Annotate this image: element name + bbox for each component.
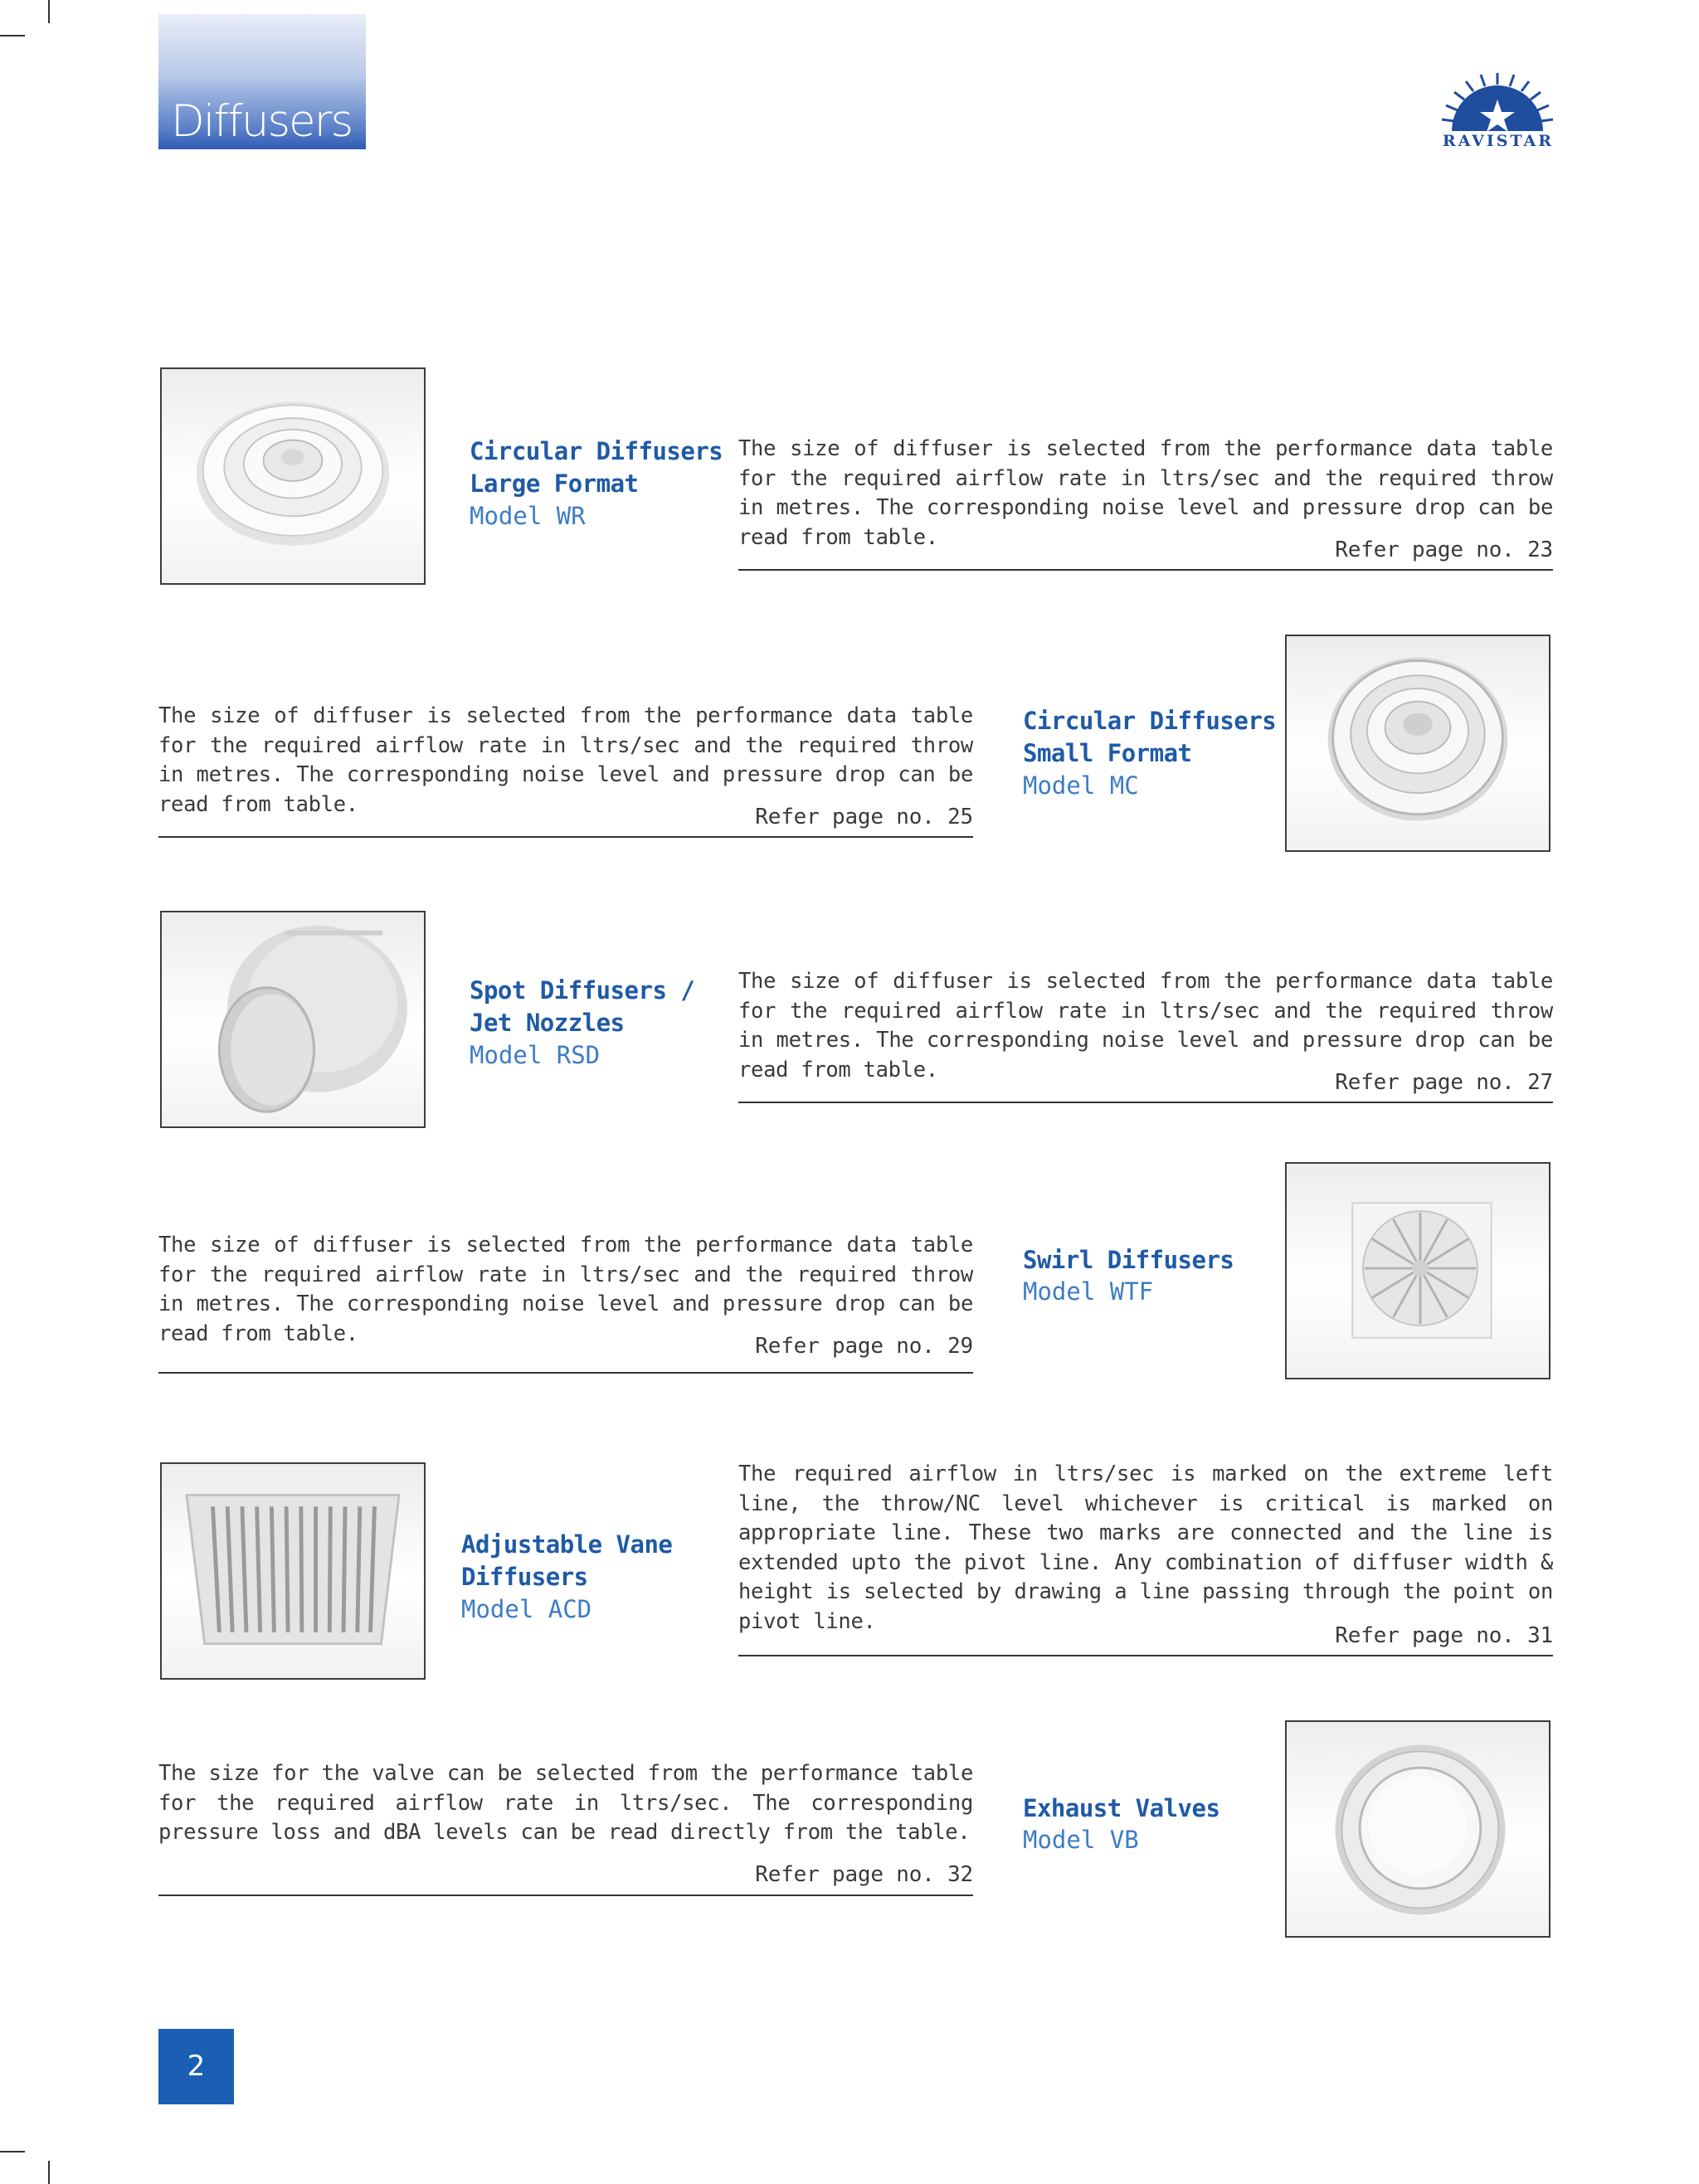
product-name (470, 975, 694, 1039)
product-name-line: Adjustable Vane (461, 1530, 673, 1559)
product-description: The required airflow in ltrs/sec is marked on the extreme left line, the throw/NC level whichever is critical is marked on appropriate line. These two marks are connected and the line is extended upto the pivot line. Any combination of diffuser width & height is selected by drawing a line passing through the point on pivot line. (738, 1462, 1553, 1634)
divider (738, 1655, 1553, 1656)
product-name (461, 1529, 672, 1593)
product-name-line: Diffusers (461, 1563, 588, 1591)
product-name (470, 435, 723, 500)
product-photo (160, 367, 426, 585)
exhaust-valve-icon (1287, 1722, 1549, 1936)
divider (158, 836, 973, 838)
brand-name: RAVISTAR (1442, 132, 1555, 150)
product-description: The size of diffuser is selected from the performance data table for the required airflow rate in ltrs/sec and the required throw in metres. The corresponding noise level and pressure drop can be read from table. (158, 703, 973, 817)
circular-diffuser-small-icon (1287, 636, 1549, 850)
page-reference: Refer page no. 23 (1335, 537, 1553, 562)
product-photo (1285, 635, 1551, 852)
product-model: Model WR (470, 502, 586, 530)
product-photo (1285, 1720, 1551, 1938)
product-model: Model VB (1023, 1826, 1139, 1854)
product-model: Model MC (1023, 771, 1139, 800)
product-name-line: Circular Diffusers (470, 437, 723, 465)
divider (158, 1895, 973, 1896)
product-photo (160, 1462, 426, 1680)
circular-diffuser-large-icon (162, 369, 424, 583)
product-photo (1285, 1162, 1551, 1379)
page-reference: Refer page no. 29 (755, 1334, 973, 1359)
adjustable-vane-diffuser-icon (162, 1464, 424, 1678)
product-name-line: Circular Diffusers (1023, 707, 1277, 735)
product-description: The size of diffuser is selected from the performance data table for the required airflow rate in ltrs/sec and the required throw in metres. The corresponding noise level and pressure drop can be read from table. (738, 436, 1553, 550)
spot-diffuser-icon (162, 912, 424, 1126)
crop-mark (0, 2151, 25, 2152)
product-model: Model WTF (1023, 1277, 1154, 1306)
product-photo (160, 911, 426, 1128)
section-title: Diffusers (171, 96, 353, 147)
page-reference: Refer page no. 25 (755, 805, 973, 829)
product-name-line: Exhaust Valves (1023, 1794, 1220, 1822)
product-name-line: Large Format (470, 469, 639, 498)
product-name-line: Jet Nozzles (470, 1009, 625, 1037)
page-reference: Refer page no. 32 (755, 1862, 973, 1887)
divider (738, 1102, 1553, 1103)
product-model: Model ACD (461, 1595, 592, 1623)
page-reference: Refer page no. 27 (1335, 1070, 1553, 1095)
divider (738, 569, 1553, 571)
divider (158, 1372, 973, 1374)
product-name (1023, 705, 1276, 770)
product-name (1023, 1792, 1219, 1825)
product-name (1023, 1244, 1234, 1277)
product-name-line: Small Format (1023, 739, 1192, 767)
product-model: Model RSD (470, 1041, 601, 1069)
product-name-line: Swirl Diffusers (1023, 1246, 1234, 1274)
product-description: The size for the valve can be selected from the performance table for the required airflow rate in ltrs/sec. The corresponding pressure loss and dBA levels can be read directly from the table. (158, 1761, 973, 1845)
page-number: 2 (187, 2050, 206, 2083)
crop-mark (48, 2161, 50, 2184)
page-reference: Refer page no. 31 (1335, 1623, 1553, 1648)
crop-mark (0, 35, 25, 36)
crop-mark (48, 0, 50, 23)
product-description: The size of diffuser is selected from the performance data table for the required airflow rate in ltrs/sec and the required throw in metres. The corresponding noise level and pressure drop can be read from table. (158, 1233, 973, 1346)
swirl-diffuser-icon (1287, 1164, 1549, 1378)
product-name-line: Spot Diffusers / (470, 976, 695, 1004)
product-description: The size of diffuser is selected from the performance data table for the required airflow rate in ltrs/sec and the required throw in metres. The corresponding noise level and pressure drop can be read from table. (738, 969, 1553, 1082)
